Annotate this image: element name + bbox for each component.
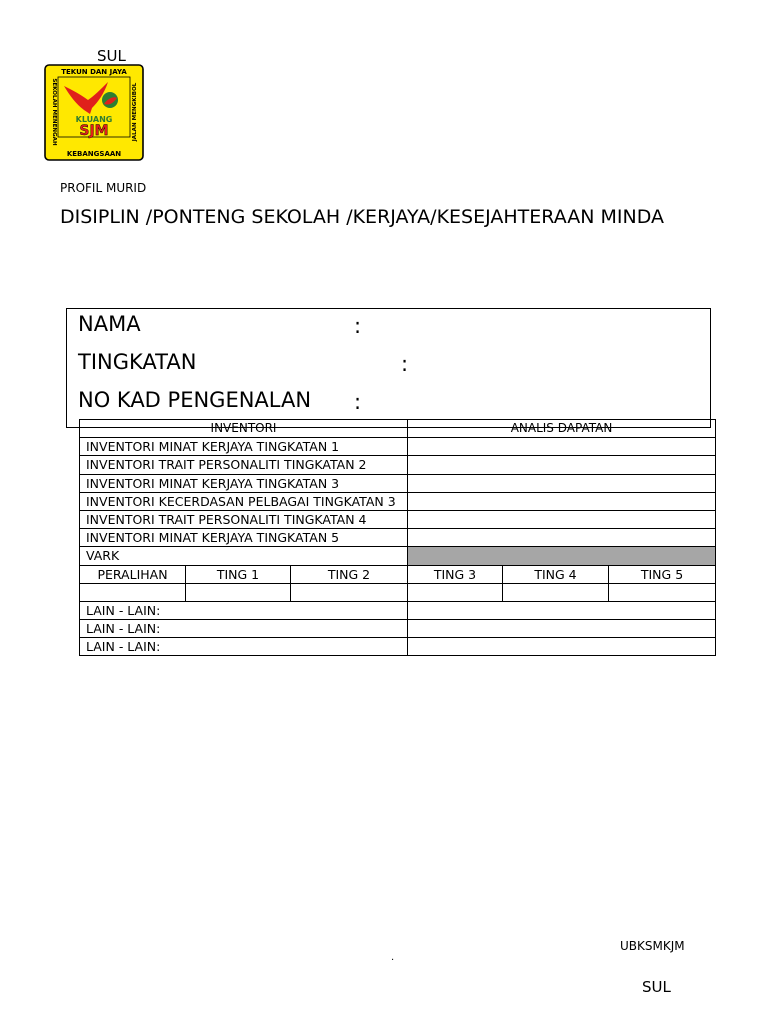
table-row [80,492,716,510]
level-value-cell[interactable] [186,583,291,601]
analysis-cell[interactable] [408,492,716,510]
analysis-cell[interactable] [408,510,716,528]
table-row [80,510,716,528]
level-ting-2: TING 2 [291,565,408,583]
logo-bottom: KEBANGSAAN [66,150,122,158]
level-value-cell[interactable] [609,583,716,601]
table-row [80,474,716,492]
analysis-header: ANALIS DAPATAN [408,420,716,438]
level-value-cell[interactable] [291,583,408,601]
logo-left-ring: SEKOLAH MENENGAH [51,78,57,146]
document-subtitle: PROFIL MURID [60,181,147,195]
logo-motto: TEKUN DAN JAYA [61,68,127,76]
other-value-cell[interactable] [408,620,716,638]
ic-number-colon: : [354,390,362,414]
table-row [80,438,716,456]
level-ting-3: TING 3 [408,565,503,583]
analysis-cell[interactable] [408,529,716,547]
level-value-row [80,583,716,601]
other-value-cell[interactable] [408,638,716,656]
footer-code: UBKSMKJM [620,939,685,953]
school-logo [44,64,144,161]
inventory-name: INVENTORI MINAT KERJAYA TINGKATAN 5 [80,529,408,547]
other-value-cell[interactable] [408,601,716,619]
analysis-cell[interactable] [408,456,716,474]
other-label: LAIN - LAIN: [80,638,408,656]
other-label: LAIN - LAIN: [80,620,408,638]
form-level-colon: : [401,352,409,376]
inventory-table [79,419,716,656]
level-value-cell[interactable] [408,583,503,601]
inventory-header: INVENTORI [80,420,408,438]
other-row [80,638,716,656]
logo-right-ring: JALAN MENGKIBOL [132,82,138,142]
document-title: DISIPLIN /PONTENG SEKOLAH /KERJAYA/KESEJAHTERAAN MINDA [60,206,664,228]
level-value-cell[interactable] [503,583,609,601]
inventory-name: INVENTORI MINAT KERJAYA TINGKATAN 1 [80,438,408,456]
footer-dot: . [391,952,395,963]
cropped-header-text: SUL [97,47,126,62]
vark-row [80,547,716,565]
vark-shaded-cell [408,547,716,565]
level-peralihan: PERALIHAN [80,565,186,583]
other-row [80,601,716,619]
other-label: LAIN - LAIN: [80,601,408,619]
level-header-row [80,565,716,583]
logo-town: KLUANG [75,115,113,124]
analysis-cell[interactable] [408,474,716,492]
inventory-name: INVENTORI TRAIT PERSONALITI TINGKATAN 2 [80,456,408,474]
name-label: NAMA [78,312,141,336]
student-identity-box [66,308,711,428]
level-ting-1: TING 1 [186,565,291,583]
vark-label: VARK [80,547,408,565]
table-row [80,456,716,474]
other-row [80,620,716,638]
inventory-name: INVENTORI TRAIT PERSONALITI TINGKATAN 4 [80,510,408,528]
name-colon: : [354,314,362,338]
level-ting-4: TING 4 [503,565,609,583]
inventory-name: INVENTORI KECERDASAN PELBAGAI TINGKATAN 3 [80,492,408,510]
ic-number-label: NO KAD PENGENALAN [78,388,312,412]
level-ting-5: TING 5 [609,565,716,583]
cropped-footer-text: SUL [642,978,671,993]
table-header-row [80,420,716,438]
level-value-cell[interactable] [80,583,186,601]
analysis-cell[interactable] [408,438,716,456]
logo-initials: SJM [79,123,109,139]
inventory-name: INVENTORI MINAT KERJAYA TINGKATAN 3 [80,474,408,492]
table-row [80,529,716,547]
form-level-label: TINGKATAN [78,350,197,374]
